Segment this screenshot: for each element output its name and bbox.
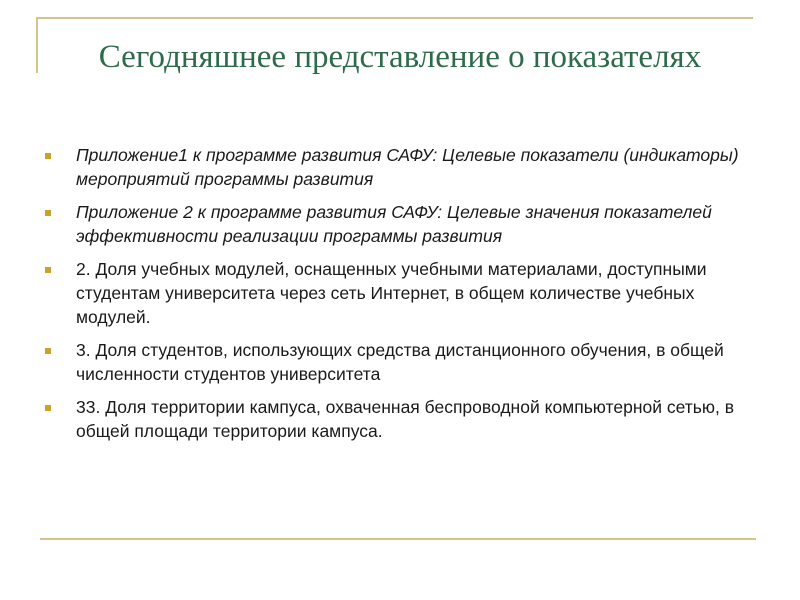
bullet-item	[45, 257, 745, 329]
slide-title: Сегодняшнее представление о показателях	[98, 39, 702, 75]
square-bullet-icon	[45, 348, 51, 354]
frame-bottom-line	[40, 538, 756, 540]
bullet-text: Приложение 2 к программе развития САФУ: Целевые значения показателей эффективности реализации программы развития	[76, 202, 712, 246]
bullet-list	[45, 143, 745, 452]
square-bullet-icon	[45, 153, 51, 159]
bullet-item	[45, 395, 745, 443]
bullet-text: Приложение1 к программе развития САФУ: Целевые показатели (индикаторы) мероприятий программы развития	[76, 145, 739, 189]
bullet-item	[45, 338, 745, 386]
bullet-item	[45, 200, 745, 248]
bullet-item	[45, 143, 745, 191]
frame-left-line	[36, 17, 38, 73]
square-bullet-icon	[45, 405, 51, 411]
square-bullet-icon	[45, 210, 51, 216]
bullet-text: 33. Доля территории кампуса, охваченная беспроводной компьютерной сетью, в общей площади территории кампуса.	[76, 397, 735, 441]
frame-top-line	[36, 17, 753, 19]
bullet-text: 2. Доля учебных модулей, оснащенных учебными материалами, доступными студентам университета через сеть Интернет, в общем количестве учебных модулей.	[76, 259, 707, 327]
bullet-text: 3. Доля студентов, использующих средства дистанционного обучения, в общей численности студентов университета	[76, 340, 724, 384]
square-bullet-icon	[45, 267, 51, 273]
